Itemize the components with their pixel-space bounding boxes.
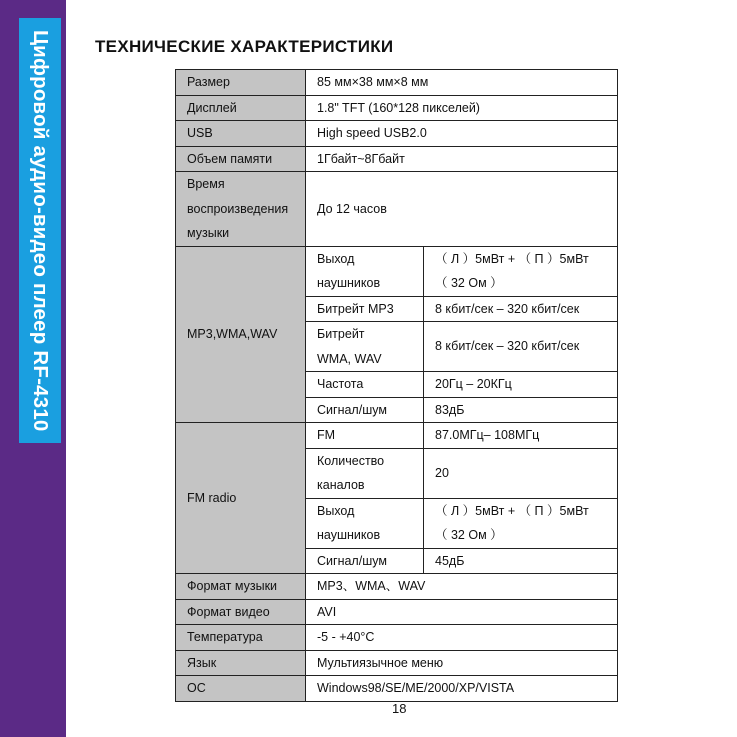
param-line: WMA, WAV [317, 351, 382, 366]
table-row [176, 121, 618, 147]
table-row [176, 625, 618, 651]
spec-value [424, 498, 618, 548]
spec-label: Температура [176, 625, 306, 651]
spec-label: Формат видео [176, 599, 306, 625]
param-line: Количество [317, 453, 385, 468]
spec-label: ОС [176, 676, 306, 702]
spec-value: Мультиязычное меню [306, 650, 618, 676]
label-line: воспроизведения [187, 201, 289, 216]
table-row [176, 599, 618, 625]
param-line: наушников [317, 528, 381, 542]
spec-param [306, 322, 424, 372]
spec-value: 85 мм×38 мм×8 мм [306, 70, 618, 96]
side-product-label [19, 18, 61, 443]
param-line: Битрейт [317, 327, 365, 341]
spec-label: USB [176, 121, 306, 147]
spec-value: High speed USB2.0 [306, 121, 618, 147]
value-line: （ 32 Ом ） [435, 528, 503, 542]
spec-value: 8 кбит/сек – 320 кбит/сек [424, 322, 618, 372]
spec-value: 20 [424, 448, 618, 498]
table-row [176, 95, 618, 121]
table-row [176, 676, 618, 702]
spec-label: Размер [176, 70, 306, 96]
spec-value: Windows98/SE/ME/2000/XP/VISTA [306, 676, 618, 702]
page-number: 18 [392, 701, 407, 716]
table-row [176, 146, 618, 172]
spec-value: MP3、WMA、WAV [306, 574, 618, 600]
spec-label: Формат музыки [176, 574, 306, 600]
spec-label: Язык [176, 650, 306, 676]
spec-value: 83дБ [424, 397, 618, 423]
label-line: музыки [187, 226, 230, 240]
product-title: Цифровой аудио-видео плеер RF-4310 [29, 29, 52, 432]
table-row [176, 246, 618, 296]
table-row [176, 650, 618, 676]
param-line: каналов [317, 478, 365, 492]
label-line: Время [187, 177, 225, 191]
spec-param: Частота [306, 372, 424, 398]
spec-param: Сигнал/шум [306, 397, 424, 423]
spec-param: Сигнал/шум [306, 548, 424, 574]
spec-param [306, 246, 424, 296]
table-row [176, 70, 618, 96]
spec-param [306, 448, 424, 498]
spec-value: 1Гбайт~8Гбайт [306, 146, 618, 172]
spec-value: До 12 часов [306, 172, 618, 247]
spec-value: 1.8" TFT (160*128 пикселей) [306, 95, 618, 121]
table-row [176, 574, 618, 600]
spec-value: AVI [306, 599, 618, 625]
spec-table [175, 69, 618, 702]
spec-label: Дисплей [176, 95, 306, 121]
value-line: （ Л ）5мВт + （ П ）5мВт [435, 503, 589, 518]
param-line: Выход [317, 251, 355, 266]
spec-value: 45дБ [424, 548, 618, 574]
spec-param [306, 498, 424, 548]
spec-value [424, 246, 618, 296]
spec-value: 8 кбит/сек – 320 кбит/сек [424, 296, 618, 322]
side-bar [0, 0, 66, 737]
spec-group-label: MP3,WMA,WAV [176, 246, 306, 423]
spec-value: -5 - +40°C [306, 625, 618, 651]
spec-value: 87.0МГц– 108МГц [424, 423, 618, 449]
param-line: Выход [317, 503, 355, 518]
spec-group-label: FM radio [176, 423, 306, 574]
table-row [176, 423, 618, 449]
spec-param: FM [306, 423, 424, 449]
table-row [176, 172, 618, 247]
spec-label: Объем памяти [176, 146, 306, 172]
value-line: （ 32 Ом ） [435, 276, 503, 290]
spec-value: 20Гц – 20КГц [424, 372, 618, 398]
page-title: ТЕХНИЧЕСКИЕ ХАРАКТЕРИСТИКИ [95, 37, 394, 56]
param-line: наушников [317, 276, 381, 290]
spec-param: Битрейт MP3 [306, 296, 424, 322]
spec-label [176, 172, 306, 247]
value-line: （ Л ）5мВт + （ П ）5мВт [435, 251, 589, 266]
